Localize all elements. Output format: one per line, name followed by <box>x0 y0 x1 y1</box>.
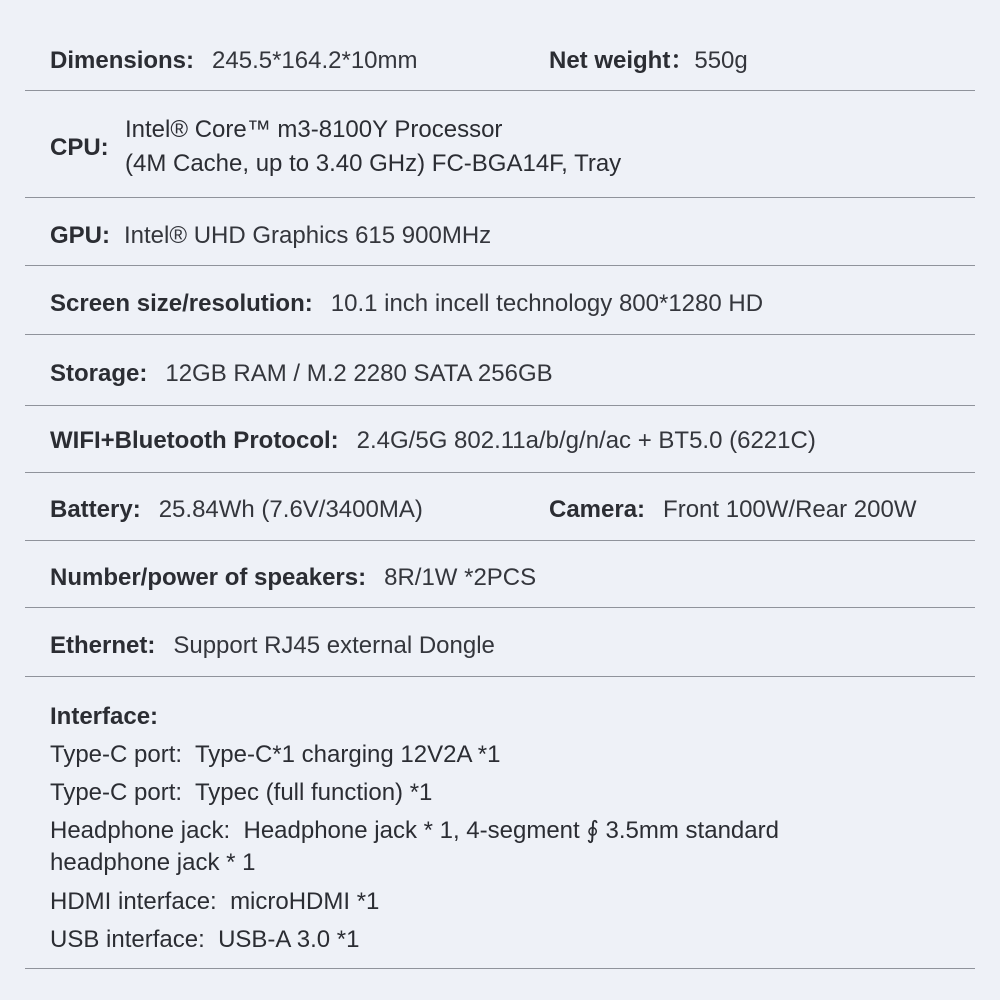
interface-item <box>50 774 779 812</box>
battery-label: Battery: <box>50 496 141 523</box>
camera-value: Front 100W/Rear 200W <box>663 496 917 523</box>
wifi-label: WIFI+Bluetooth Protocol: <box>50 427 339 454</box>
interface-item-value: Type-C*1 charging 12V2A *1 <box>194 741 501 768</box>
interface-item-label: HDMI interface: <box>50 888 217 915</box>
divider <box>25 334 975 335</box>
net-weight-value: 550g <box>694 47 748 74</box>
cpu-label: CPU: <box>50 134 109 161</box>
divider <box>25 90 975 91</box>
net-weight-label: Net weight： <box>549 47 695 74</box>
gpu-value: Intel® UHD Graphics 615 900MHz <box>124 222 492 249</box>
speakers-value: 8R/1W *2PCS <box>384 564 537 591</box>
dimensions-row <box>50 44 418 78</box>
interface-item-value: microHDMI *1 <box>230 888 380 915</box>
interface-item-label: USB interface: <box>50 926 205 953</box>
battery-row <box>50 493 423 527</box>
interface-item-label: Type-C port: <box>50 741 183 768</box>
wifi-value: 2.4G/5G 802.11a/b/g/n/ac + BT5.0 (6221C) <box>356 427 816 454</box>
interface-section <box>50 698 779 959</box>
cpu-line-2: (4M Cache, up to 3.40 GHz) FC-BGA14F, Tray <box>125 150 622 177</box>
divider <box>25 968 975 969</box>
net-weight-row <box>549 44 748 78</box>
screen-label: Screen size/resolution: <box>50 290 313 317</box>
storage-label: Storage: <box>50 360 148 387</box>
wifi-row <box>50 424 816 458</box>
divider <box>25 540 975 541</box>
divider <box>25 472 975 473</box>
divider <box>25 265 975 266</box>
speakers-label: Number/power of speakers: <box>50 564 367 591</box>
interface-item <box>50 815 779 847</box>
storage-value: 12GB RAM / M.2 2280 SATA 256GB <box>165 360 553 387</box>
ethernet-value: Support RJ45 external Dongle <box>173 632 495 659</box>
camera-label: Camera: <box>549 496 646 523</box>
interface-item-value: Headphone jack * 1, 4-segment ∮ 3.5mm standard <box>243 817 779 844</box>
dimensions-value: 245.5*164.2*10mm <box>212 47 418 74</box>
storage-row <box>50 357 553 391</box>
divider <box>25 405 975 406</box>
interface-item <box>50 736 779 774</box>
ethernet-label: Ethernet: <box>50 632 156 659</box>
interface-item-value: Typec (full function) *1 <box>194 779 433 806</box>
screen-value: 10.1 inch incell technology 800*1280 HD <box>330 290 764 317</box>
dimensions-label: Dimensions: <box>50 47 195 74</box>
interface-item-continuation: headphone jack * 1 <box>50 849 256 876</box>
screen-row <box>50 287 763 321</box>
gpu-row <box>50 219 491 253</box>
camera-row <box>549 493 916 527</box>
interface-item-value: USB-A 3.0 *1 <box>218 926 360 953</box>
cpu-value <box>125 113 621 181</box>
divider <box>25 676 975 677</box>
gpu-label: GPU: <box>50 222 110 249</box>
interface-item-label: Type-C port: <box>50 779 183 806</box>
divider <box>25 197 975 198</box>
divider <box>25 607 975 608</box>
cpu-line-1: Intel® Core™ m3-8100Y Processor <box>125 116 503 143</box>
battery-value: 25.84Wh (7.6V/3400MA) <box>158 496 423 523</box>
ethernet-row <box>50 629 495 663</box>
speakers-row <box>50 561 536 595</box>
interface-title: Interface: <box>50 703 159 730</box>
interface-item <box>50 921 779 959</box>
interface-item <box>50 883 779 921</box>
interface-item-label: Headphone jack: <box>50 817 231 844</box>
